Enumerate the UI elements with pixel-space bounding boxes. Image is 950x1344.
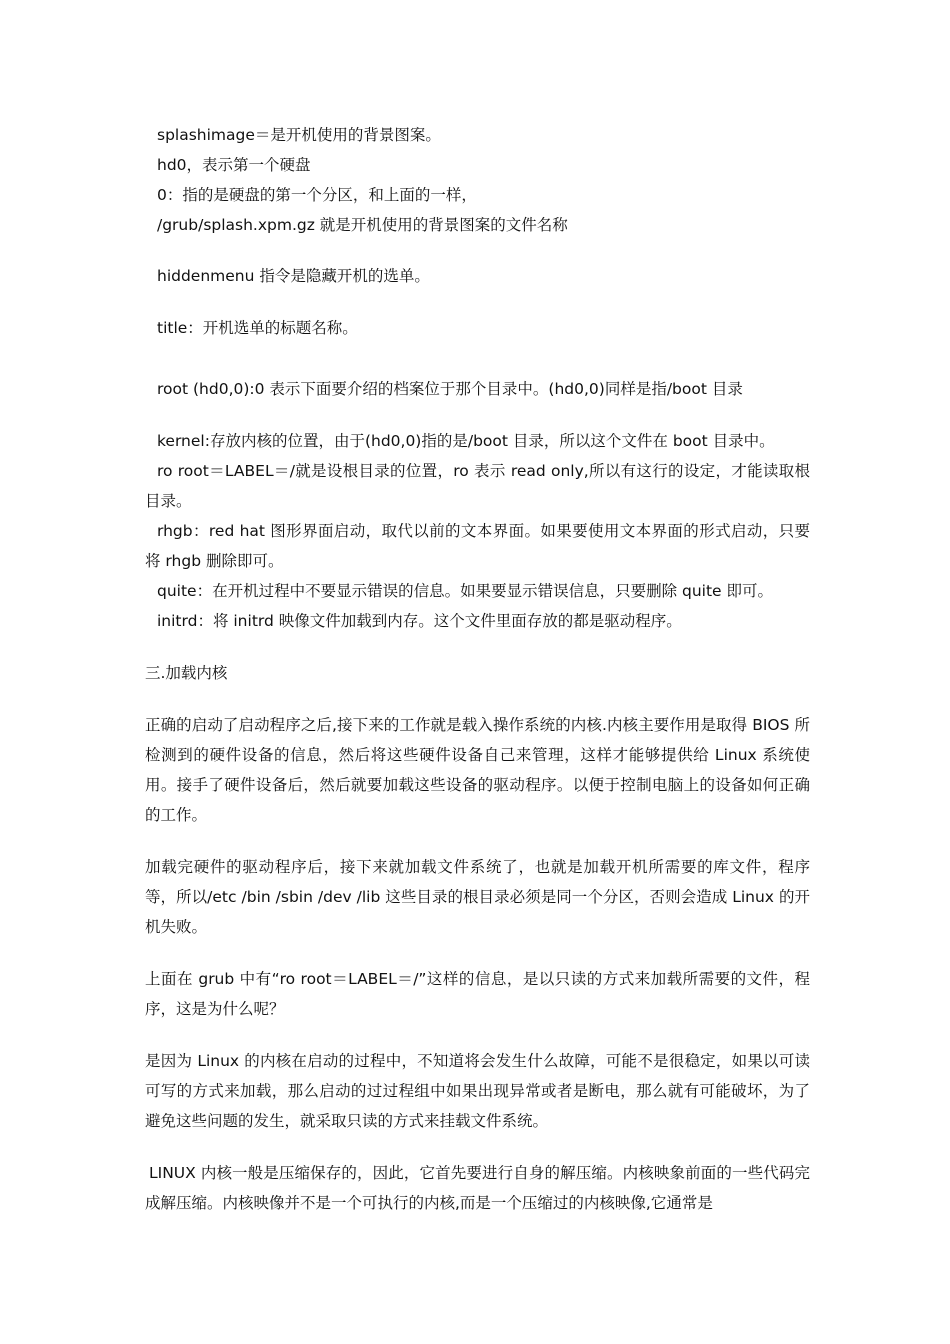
text-line-initrd: initrd：将 initrd 映像文件加载到内存。这个文件里面存放的都是驱动程序。	[157, 612, 682, 630]
text-line-quite: quite：在开机过程中不要显示错误的信息。如果要显示错误信息，只要删除 quite 即可。	[157, 582, 774, 600]
text-line-hd0: hd0，表示第一个硬盘	[157, 156, 311, 174]
text-line-root: root (hd0,0):0 表示下面要介绍的档案位于那个目录中。(hd0,0)同样是指/boot 目录	[157, 380, 743, 398]
text-para-ro-root: ro root＝LABEL＝/就是设根目录的位置，ro 表示 read only,所以有这行的设定，才能读取根目录。	[145, 462, 810, 510]
paragraph-3: 上面在 grub 中有“ro root＝LABEL＝/”这样的信息，是以只读的方式来加载所需要的文件，程序，这是为什么呢？	[145, 970, 810, 1018]
section-heading: 三.加载内核	[145, 664, 228, 682]
text-line-kernel: kernel:存放内核的位置，由于(hd0,0)指的是/boot 目录，所以这个文件在 boot 目录中。	[157, 432, 775, 450]
paragraph-4: 是因为 Linux 的内核在启动的过程中，不知道将会发生什么故障，可能不是很稳定，如果以可读可写的方式来加载，那么启动的过过程组中如果出现异常或者是断电，那么就有可能破坏，为了避免这些问题的发生，就采取只读的方式来挂载文件系统。	[145, 1052, 810, 1130]
text-line-title: title：开机选单的标题名称。	[157, 319, 358, 337]
text-line-hiddenmenu: hiddenmenu 指令是隐藏开机的选单。	[157, 267, 430, 285]
text-line-splash-file: /grub/splash.xpm.gz 就是开机使用的背景图案的文件名称	[157, 216, 568, 234]
paragraph-5: LINUX 内核一般是压缩保存的，因此，它首先要进行自身的解压缩。内核映象前面的一些代码完成解压缩。内核映像并不是一个可执行的内核,而是一个压缩过的内核映像,它通常是	[145, 1164, 810, 1212]
text-line-splashimage: splashimage＝是开机使用的背景图案。	[157, 126, 441, 144]
text-para-rhgb: rhgb：red hat 图形界面启动，取代以前的文本界面。如果要使用文本界面的形式启动，只要将 rhgb 删除即可。	[145, 522, 810, 570]
paragraph-2: 加载完硬件的驱动程序后，接下来就加载文件系统了，也就是加载开机所需要的库文件，程序等，所以/etc /bin /sbin /dev /lib 这些目录的根目录必须是同一个分区，否则会造成 Linux 的开机失败。	[145, 858, 810, 936]
text-line-partition: 0：指的是硬盘的第一个分区，和上面的一样，	[157, 186, 477, 204]
paragraph-1: 正确的启动了启动程序之后,接下来的工作就是载入操作系统的内核.内核主要作用是取得 BIOS 所检测到的硬件设备的信息，然后将这些硬件设备自己来管理，这样才能够提供给 Linux 系统使用。接手了硬件设备后，然后就要加载这些设备的驱动程序。以便于控制电脑上的设备如何正确的工作。	[145, 716, 810, 824]
